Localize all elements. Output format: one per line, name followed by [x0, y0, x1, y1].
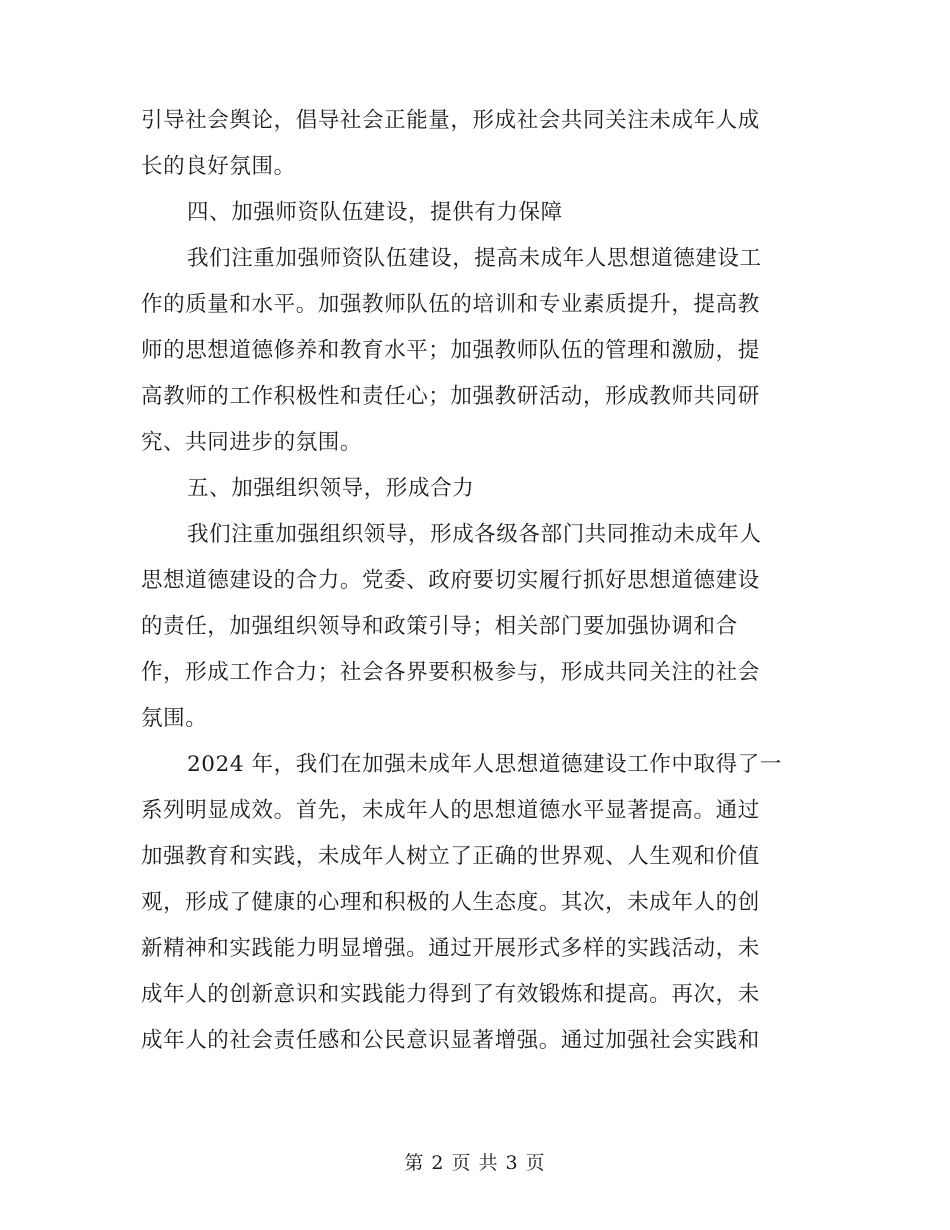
- text-line: 我们注重加强组织领导，形成各级各部门共同推动未成年人: [187, 522, 762, 547]
- text-line: 师的思想道德修养和教育水平；加强教师队伍的管理和激励，提: [141, 338, 760, 363]
- text-line: 2024 年，我们在加强未成年人思想道德建设工作中取得了一: [187, 752, 782, 777]
- text-line: 新精神和实践能力明显增强。通过开展形式多样的实践活动，未: [141, 936, 760, 961]
- text-line: 系列明显成效。首先，未成年人的思想道德水平显著提高。通过: [141, 798, 760, 823]
- text-line: 高教师的工作积极性和责任心；加强教研活动，形成教师共同研: [141, 384, 760, 409]
- text-line: 四、加强师资队伍建设，提供有力保障: [187, 200, 563, 225]
- page-footer: 第 2 页 共 3 页: [404, 1152, 546, 1174]
- text-line: 成年人的创新意识和实践能力得到了有效锻炼和提高。再次，未: [141, 982, 760, 1007]
- document-body: [141, 98, 801, 1064]
- text-line: 成年人的社会责任感和公民意识显著增强。通过加强社会实践和: [141, 1028, 760, 1053]
- text-line: 观，形成了健康的心理和积极的人生态度。其次，未成年人的创: [141, 890, 760, 915]
- text-line: 思想道德建设的合力。党委、政府要切实履行抓好思想道德建设: [141, 568, 760, 593]
- text-line: 究、共同进步的氛围。: [141, 430, 363, 455]
- text-line: 五、加强组织领导，形成合力: [187, 476, 475, 501]
- text-line: 加强教育和实践，未成年人树立了正确的世界观、人生观和价值: [141, 844, 760, 869]
- text-line: 引导社会舆论，倡导社会正能量，形成社会共同关注未成年人成: [141, 108, 760, 133]
- text-line: 的责任，加强组织领导和政策引导；相关部门要加强协调和合: [141, 614, 738, 639]
- text-line: 长的良好氛围。: [141, 154, 296, 179]
- text-line: 我们注重加强师资队伍建设，提高未成年人思想道德建设工: [187, 246, 762, 271]
- text-line: 氛围。: [141, 706, 208, 731]
- text-line: 作，形成工作合力；社会各界要积极参与，形成共同关注的社会: [141, 660, 760, 685]
- text-line: 作的质量和水平。加强教师队伍的培训和专业素质提升，提高教: [141, 292, 760, 317]
